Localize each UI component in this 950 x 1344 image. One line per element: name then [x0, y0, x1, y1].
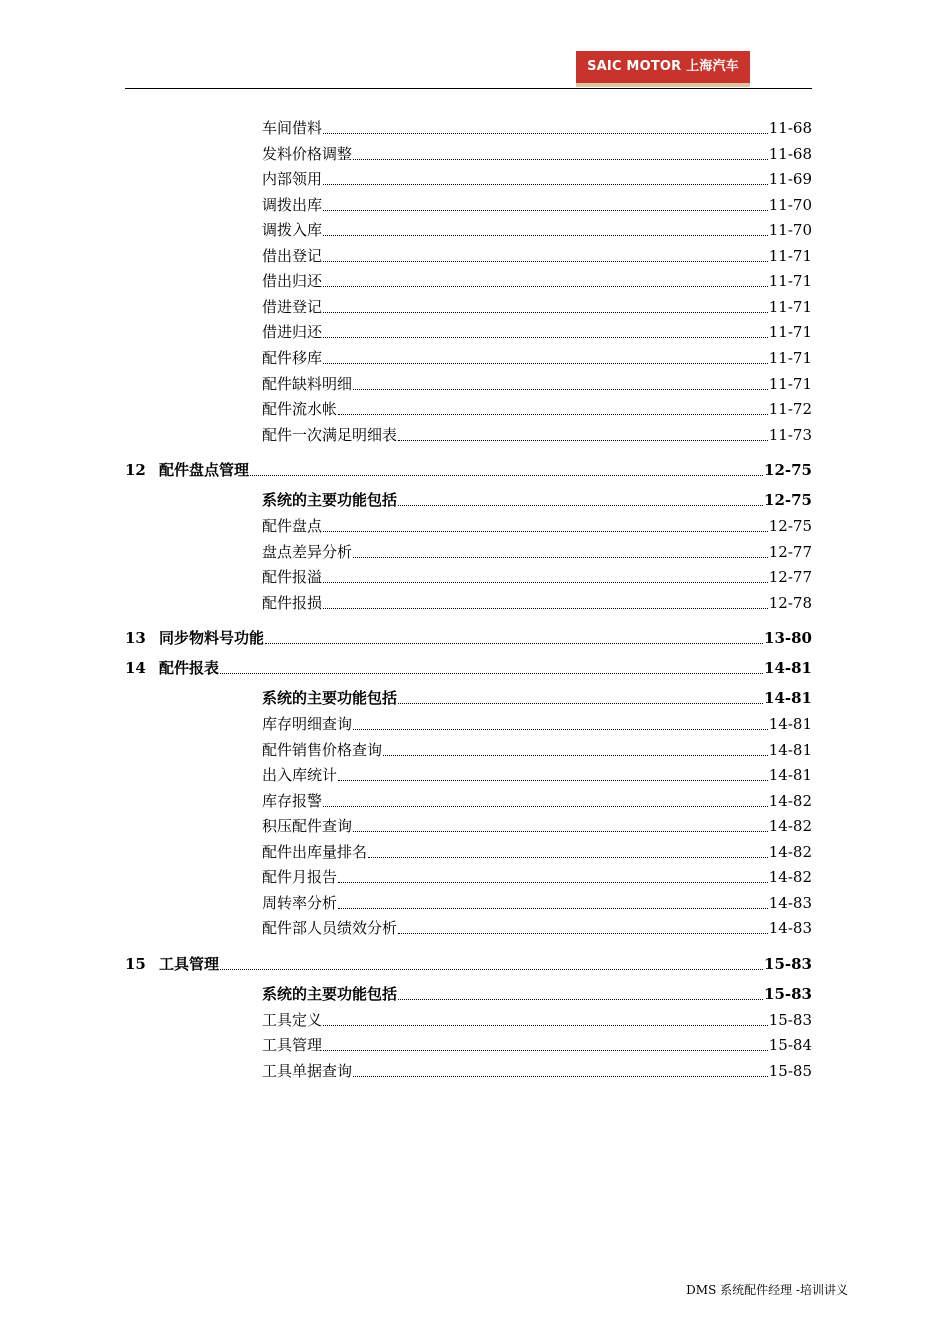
toc-entry[interactable]	[0, 1060, 950, 1082]
toc-entry[interactable]	[0, 764, 950, 786]
toc-title: 配件移库	[262, 349, 323, 367]
toc-leader-dots	[338, 780, 768, 781]
toc-entry[interactable]	[0, 1034, 950, 1056]
toc-page-number: 14-82	[768, 817, 812, 835]
toc-leader-dots	[398, 703, 763, 704]
toc-line	[159, 459, 812, 481]
toc-page-number: 12-75	[768, 517, 812, 535]
toc-title: 系统的主要功能包括	[262, 491, 398, 509]
toc-leader-dots	[353, 159, 768, 160]
toc-leader-dots	[323, 1025, 768, 1026]
toc-title: 配件一次满足明细表	[262, 426, 398, 444]
toc-line	[262, 168, 812, 190]
toc-leader-dots	[323, 1050, 768, 1051]
toc-page-number: 14-81	[768, 741, 812, 759]
toc-title: 库存报警	[262, 792, 323, 810]
toc-line	[262, 841, 812, 863]
toc-leader-dots	[398, 933, 768, 934]
toc-entry[interactable]	[0, 566, 950, 588]
toc-page-number: 12-77	[768, 543, 812, 561]
toc-line	[159, 657, 812, 679]
toc-title: 借出登记	[262, 247, 323, 265]
toc-line	[262, 1009, 812, 1031]
toc-leader-dots	[353, 557, 768, 558]
toc-leader-dots	[323, 184, 768, 185]
toc-title: 周转率分析	[262, 894, 338, 912]
toc-leader-dots	[353, 729, 768, 730]
toc-line	[262, 687, 812, 709]
toc-line	[262, 713, 812, 735]
toc-page-number: 15-85	[768, 1062, 812, 1080]
toc-page-number: 14-82	[768, 843, 812, 861]
toc-entry[interactable]	[0, 713, 950, 735]
toc-title: 借进归还	[262, 323, 323, 341]
toc-leader-dots	[323, 582, 768, 583]
toc-leader-dots	[323, 133, 768, 134]
toc-title: 积压配件查询	[262, 817, 353, 835]
toc-chapter-number: 14	[125, 659, 146, 677]
toc-leader-dots	[323, 337, 768, 338]
toc-entry[interactable]	[0, 398, 950, 420]
toc-page-number: 12-75	[764, 461, 812, 479]
toc-entry[interactable]	[0, 866, 950, 888]
toc-chapter-number: 13	[125, 629, 146, 647]
toc-title: 内部领用	[262, 170, 323, 188]
toc-entry[interactable]	[0, 917, 950, 939]
toc-leader-dots	[368, 857, 768, 858]
toc-page-number: 11-73	[768, 426, 812, 444]
toc-page-number: 11-71	[768, 323, 812, 341]
toc-line	[262, 321, 812, 343]
toc-page-number: 11-70	[768, 196, 812, 214]
toc-line	[262, 892, 812, 914]
toc-title: 配件盘点管理	[159, 461, 250, 479]
toc-line	[262, 373, 812, 395]
toc-title: 配件缺料明细	[262, 375, 353, 393]
toc-leader-dots	[323, 531, 768, 532]
toc-line	[262, 515, 812, 537]
toc-entry[interactable]	[0, 687, 950, 709]
toc-entry[interactable]	[0, 270, 950, 292]
toc-leader-dots	[220, 969, 763, 970]
toc-line	[262, 764, 812, 786]
toc-page-number: 15-83	[768, 1011, 812, 1029]
toc-line	[262, 566, 812, 588]
toc-title: 配件报损	[262, 594, 323, 612]
toc-line	[262, 143, 812, 165]
toc-entry[interactable]	[0, 790, 950, 812]
toc-page-number: 15-83	[764, 955, 812, 973]
toc-leader-dots	[398, 505, 763, 506]
toc-leader-dots	[265, 643, 763, 644]
toc-title: 盘点差异分析	[262, 543, 353, 561]
toc-chapter-number: 12	[125, 461, 146, 479]
toc-entry[interactable]	[0, 219, 950, 241]
page-footer: DMS 系统配件经理 -培训讲义	[686, 1283, 848, 1297]
toc-line	[262, 219, 812, 241]
toc-page-number: 11-69	[768, 170, 812, 188]
toc-leader-dots	[250, 475, 763, 476]
toc-entry[interactable]	[0, 489, 950, 511]
toc-line	[262, 270, 812, 292]
toc-title: 配件月报告	[262, 868, 338, 886]
toc-leader-dots	[353, 831, 768, 832]
toc-line	[262, 347, 812, 369]
toc-page-number: 11-71	[768, 272, 812, 290]
toc-page-number: 14-82	[768, 792, 812, 810]
toc-page-number: 11-71	[768, 375, 812, 393]
saic-motor-logo	[576, 51, 750, 88]
toc-line	[262, 1060, 812, 1082]
toc-page-number: 11-68	[768, 119, 812, 137]
toc-title: 配件流水帐	[262, 400, 338, 418]
toc-entry[interactable]	[0, 168, 950, 190]
toc-page-number: 12-77	[768, 568, 812, 586]
toc-line	[262, 296, 812, 318]
toc-title: 配件出库量排名	[262, 843, 368, 861]
toc-leader-dots	[353, 1076, 768, 1077]
toc-leader-dots	[338, 882, 768, 883]
toc-title: 工具管理	[262, 1036, 323, 1054]
toc-page-number: 14-81	[764, 689, 812, 707]
toc-page-number: 11-72	[768, 400, 812, 418]
toc-entry[interactable]	[0, 815, 950, 837]
toc-entry[interactable]	[0, 424, 950, 446]
toc-line	[262, 541, 812, 563]
toc-leader-dots	[323, 312, 768, 313]
toc-title: 借进登记	[262, 298, 323, 316]
toc-entry[interactable]	[0, 841, 950, 863]
toc-title: 同步物料号功能	[159, 629, 265, 647]
toc-leader-dots	[323, 608, 768, 609]
toc-entry[interactable]	[0, 245, 950, 267]
toc-entry[interactable]	[0, 892, 950, 914]
header-rule	[125, 88, 812, 89]
toc-page-number: 11-68	[768, 145, 812, 163]
toc-line	[262, 917, 812, 939]
toc-line	[262, 194, 812, 216]
toc-line	[262, 815, 812, 837]
toc-entry[interactable]	[0, 1009, 950, 1031]
toc-line	[262, 790, 812, 812]
toc-title: 配件销售价格查询	[262, 741, 383, 759]
toc-leader-dots	[323, 261, 768, 262]
toc-title: 库存明细查询	[262, 715, 353, 733]
toc-line	[262, 398, 812, 420]
toc-leader-dots	[338, 908, 768, 909]
toc-entry[interactable]	[0, 592, 950, 614]
toc-entry[interactable]	[0, 739, 950, 761]
toc-title: 系统的主要功能包括	[262, 689, 398, 707]
toc-chapter-entry[interactable]	[0, 627, 950, 649]
toc-page-number: 14-81	[768, 766, 812, 784]
toc-line	[262, 592, 812, 614]
toc-line	[262, 424, 812, 446]
toc-entry[interactable]	[0, 347, 950, 369]
toc-line	[159, 953, 812, 975]
toc-title: 配件报溢	[262, 568, 323, 586]
toc-page-number: 11-71	[768, 349, 812, 367]
toc-leader-dots	[323, 806, 768, 807]
logo-underline	[576, 83, 750, 87]
toc-page-number: 12-78	[768, 594, 812, 612]
toc-leader-dots	[323, 286, 768, 287]
toc-line	[262, 1034, 812, 1056]
toc-entry[interactable]	[0, 541, 950, 563]
toc-entry[interactable]	[0, 983, 950, 1005]
toc-title: 出入库统计	[262, 766, 338, 784]
toc-chapter-entry[interactable]	[0, 953, 950, 975]
toc-page-number: 12-75	[764, 491, 812, 509]
toc-title: 工具单据查询	[262, 1062, 353, 1080]
toc-entry[interactable]	[0, 194, 950, 216]
logo-text: SAIC MOTOR 上海汽车	[576, 51, 750, 83]
toc-title: 工具管理	[159, 955, 220, 973]
toc-entry[interactable]	[0, 321, 950, 343]
toc-title: 车间借料	[262, 119, 323, 137]
toc-leader-dots	[398, 440, 768, 441]
toc-leader-dots	[383, 755, 768, 756]
toc-entry[interactable]	[0, 117, 950, 139]
toc-page-number: 14-83	[768, 919, 812, 937]
toc-title: 配件报表	[159, 659, 220, 677]
toc-title: 配件盘点	[262, 517, 323, 535]
toc-page-number: 14-81	[764, 659, 812, 677]
toc-line	[262, 983, 812, 1005]
toc-leader-dots	[353, 389, 768, 390]
toc-leader-dots	[323, 235, 768, 236]
toc-line	[262, 245, 812, 267]
toc-title: 调拨出库	[262, 196, 323, 214]
toc-entry[interactable]	[0, 373, 950, 395]
toc-leader-dots	[323, 363, 768, 364]
toc-title: 调拨入库	[262, 221, 323, 239]
toc-page-number: 15-83	[764, 985, 812, 1003]
toc-title: 发料价格调整	[262, 145, 353, 163]
toc-chapter-entry[interactable]	[0, 657, 950, 679]
toc-chapter-number: 15	[125, 955, 146, 973]
toc-page-number: 13-80	[764, 629, 812, 647]
toc-page-number: 14-81	[768, 715, 812, 733]
toc-page-number: 11-71	[768, 298, 812, 316]
toc-leader-dots	[323, 210, 768, 211]
toc-page-number: 15-84	[768, 1036, 812, 1054]
toc-line	[159, 627, 812, 649]
toc-leader-dots	[398, 999, 763, 1000]
toc-title: 借出归还	[262, 272, 323, 290]
toc-leader-dots	[220, 673, 763, 674]
toc-line	[262, 489, 812, 511]
toc-leader-dots	[338, 414, 768, 415]
toc-line	[262, 739, 812, 761]
toc-page-number: 11-70	[768, 221, 812, 239]
toc-line	[262, 866, 812, 888]
toc-entry[interactable]	[0, 515, 950, 537]
toc-chapter-entry[interactable]	[0, 459, 950, 481]
toc-line	[262, 117, 812, 139]
toc-title: 工具定义	[262, 1011, 323, 1029]
toc-entry[interactable]	[0, 143, 950, 165]
toc-title: 系统的主要功能包括	[262, 985, 398, 1003]
toc-page-number: 11-71	[768, 247, 812, 265]
toc-page-number: 14-82	[768, 868, 812, 886]
toc-page-number: 14-83	[768, 894, 812, 912]
toc-entry[interactable]	[0, 296, 950, 318]
toc-title: 配件部人员绩效分析	[262, 919, 398, 937]
